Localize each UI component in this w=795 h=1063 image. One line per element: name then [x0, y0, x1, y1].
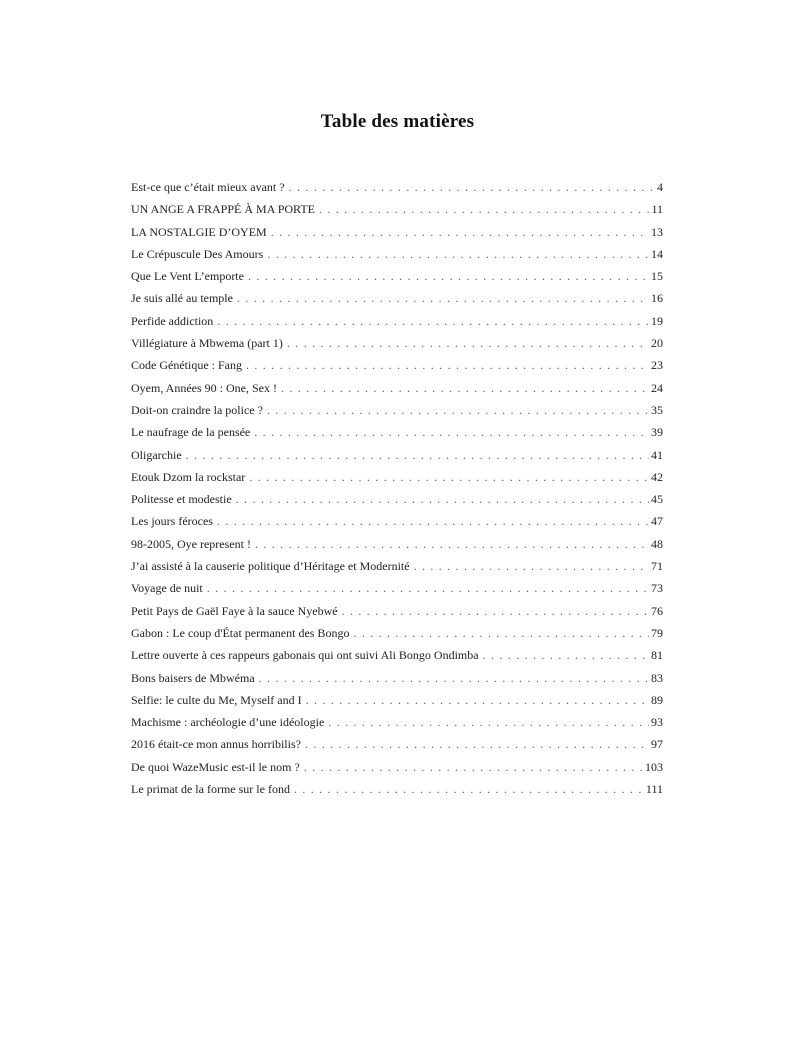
toc-entry[interactable]	[131, 689, 663, 711]
dot-leader	[246, 354, 649, 376]
toc-entry-page-number: 71	[651, 559, 663, 574]
dot-leader	[267, 399, 649, 421]
toc-entry-page-number: 42	[651, 469, 663, 484]
dot-leader	[342, 600, 649, 622]
toc-entry-title: Bons baisers de Mbwéma	[131, 670, 255, 685]
toc-entry-page-number: 4	[657, 180, 663, 194]
toc-entry-title: UN ANGE A FRAPPÉ À MA PORTE	[131, 202, 315, 217]
toc-entry[interactable]	[131, 510, 663, 532]
dot-leader	[328, 711, 649, 733]
toc-entry[interactable]	[131, 310, 663, 332]
dot-leader	[483, 644, 649, 666]
toc-entry-title: Code Génétique : Fang	[131, 358, 242, 373]
toc-entry[interactable]	[131, 198, 663, 220]
toc-entry-page-number: 11	[651, 202, 663, 217]
toc-entry-page-number: 45	[651, 492, 663, 507]
toc-entry[interactable]	[131, 533, 663, 555]
toc-entry[interactable]	[131, 622, 663, 644]
dot-leader	[249, 466, 649, 488]
toc-entry[interactable]	[131, 444, 663, 466]
dot-leader	[271, 221, 649, 243]
dot-leader	[353, 622, 649, 644]
toc-entry-title: Oyem, Années 90 : One, Sex !	[131, 380, 277, 395]
toc-entry[interactable]	[131, 733, 663, 755]
toc-entry-title: De quoi WazeMusic est-il le nom ?	[131, 759, 300, 774]
toc-entry-page-number: 20	[651, 336, 663, 351]
toc-entry[interactable]	[131, 399, 663, 421]
toc-entry-title: Machisme : archéologie d’une idéologie	[131, 715, 325, 730]
toc-entry-page-number: 93	[651, 715, 663, 730]
toc-entry-page-number: 19	[651, 313, 663, 328]
toc-entry-title: Lettre ouverte à ces rappeurs gabonais qui ont suivi Ali Bongo Ondimba	[131, 648, 479, 663]
toc-entry-page-number: 23	[651, 358, 663, 373]
toc-entry[interactable]	[131, 354, 663, 376]
toc-entry-title: Le naufrage de la pensée	[131, 425, 251, 440]
toc-entry-title: Gabon : Le coup d'État permanent des Bongo	[131, 625, 350, 640]
toc-entry[interactable]	[131, 377, 663, 399]
dot-leader	[319, 198, 649, 220]
toc-entry[interactable]	[131, 265, 663, 287]
toc-entry-page-number: 14	[651, 246, 663, 261]
toc-entry-title: J’ai assisté à la causerie politique d’Héritage et Modernité	[131, 559, 410, 574]
toc-entry[interactable]	[131, 778, 663, 800]
dot-leader	[414, 555, 649, 577]
dot-leader	[289, 176, 655, 198]
toc-entry-page-number: 76	[651, 603, 663, 618]
dot-leader	[248, 265, 649, 287]
dot-leader	[294, 778, 644, 800]
toc-entry-title: Que Le Vent L’emporte	[131, 269, 244, 284]
toc-entry-title: Oligarchie	[131, 447, 182, 462]
toc-entry[interactable]	[131, 243, 663, 265]
toc-entry-page-number: 48	[651, 536, 663, 551]
dot-leader	[237, 287, 649, 309]
toc-entry-page-number: 16	[651, 291, 663, 306]
page-title: Table des matières	[320, 110, 475, 132]
toc-entry[interactable]	[131, 644, 663, 666]
toc-entry-page-number: 79	[651, 625, 663, 640]
toc-entry[interactable]	[131, 577, 663, 599]
toc-entry-page-number: 97	[651, 737, 663, 752]
dot-leader	[255, 533, 649, 555]
toc-entry-page-number: 73	[651, 581, 663, 596]
toc-entry-title: Le Crépuscule Des Amours	[131, 246, 264, 261]
toc-entry-title: Perfide addiction	[131, 313, 214, 328]
toc-entry-title: Est-ce que c’était mieux avant ?	[131, 180, 285, 194]
toc-entry[interactable]	[131, 421, 663, 443]
toc-entry-title: Selfie: le culte du Me, Myself and I	[131, 692, 302, 707]
toc-entry-page-number: 41	[651, 447, 663, 462]
toc-entry-title: 2016 était-ce mon annus horribilis?	[131, 737, 301, 752]
dot-leader	[217, 510, 649, 532]
toc-entry-title: Petit Pays de Gaël Faye à la sauce Nyebwé	[131, 603, 338, 618]
toc-entry-title: Je suis allé au temple	[131, 291, 233, 306]
toc-entry-title: Villégiature à Mbwema (part 1)	[131, 336, 283, 351]
toc-entry-page-number: 24	[651, 380, 663, 395]
dot-leader	[236, 488, 649, 510]
toc-entry-title: Politesse et modestie	[131, 492, 232, 507]
toc-entry-page-number: 39	[651, 425, 663, 440]
dot-leader	[254, 421, 649, 443]
toc-entry[interactable]	[131, 466, 663, 488]
dot-leader	[304, 756, 643, 778]
toc-entry[interactable]	[131, 667, 663, 689]
toc-entry[interactable]	[131, 555, 663, 577]
toc-entry[interactable]	[131, 600, 663, 622]
toc-entry[interactable]	[131, 176, 663, 198]
toc-entry-title: Le primat de la forme sur le fond	[131, 782, 290, 797]
toc-entry-title: Les jours féroces	[131, 514, 213, 529]
dot-leader	[306, 689, 649, 711]
dot-leader	[305, 733, 649, 755]
dot-leader	[259, 667, 649, 689]
toc-entry-page-number: 35	[651, 402, 663, 417]
dot-leader	[267, 243, 649, 265]
dot-leader	[281, 377, 649, 399]
toc-entry-page-number: 47	[651, 514, 663, 529]
toc-entry[interactable]	[131, 711, 663, 733]
dot-leader	[207, 577, 649, 599]
dot-leader	[287, 332, 649, 354]
toc-entry[interactable]	[131, 488, 663, 510]
toc-entry[interactable]	[131, 287, 663, 309]
toc-entry-title: Doit-on craindre la police ?	[131, 402, 263, 417]
toc-entry-page-number: 15	[651, 269, 663, 284]
toc-entry-title: LA NOSTALGIE D’OYEM	[131, 224, 267, 239]
toc-entry-page-number: 81	[651, 648, 663, 663]
toc-entry-page-number: 83	[651, 670, 663, 685]
dot-leader	[186, 444, 649, 466]
toc-entry-title: Voyage de nuit	[131, 581, 203, 596]
toc-entry-page-number: 89	[651, 692, 663, 707]
toc-entry[interactable]	[131, 756, 663, 778]
toc-entry[interactable]	[131, 332, 663, 354]
toc-entry-page-number: 103	[645, 759, 663, 774]
dot-leader	[217, 310, 649, 332]
table-of-contents	[131, 176, 663, 800]
toc-entry-title: 98-2005, Oye represent !	[131, 536, 251, 551]
toc-entry[interactable]	[131, 221, 663, 243]
toc-entry-page-number: 13	[651, 224, 663, 239]
toc-entry-page-number: 111	[645, 782, 663, 797]
toc-entry-title: Etouk Dzom la rockstar	[131, 469, 246, 484]
